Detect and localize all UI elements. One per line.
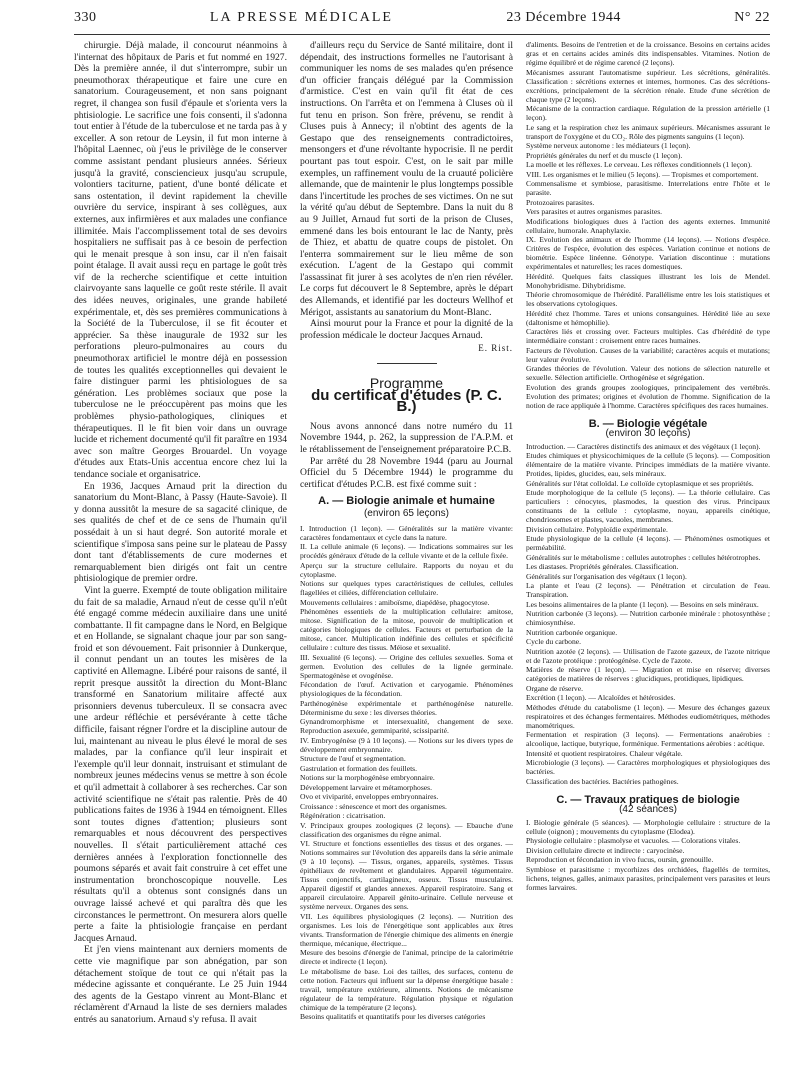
list-item: Matières de réserve (1 leçon). — Migration et mise en réserve; diverses catégories de matières de réserves : glucidiques, protidiques, lipidiques. (526, 665, 770, 683)
section-c-list (526, 818, 770, 892)
list-item: IX. Evolution des animaux et de l'homme (14 leçons). — Notions d'espèce. Critères de l'espèce, évolution des espèces. Variation continue et notions de biométrie. Espèce linéenne. Génotype. Variation discontinue : mutations expérimentales et naturelles; les races domestiques. (526, 235, 770, 271)
list-item: Organe de réserve. (526, 683, 583, 693)
list-item: Reproduction et fécondation in vivo fucus, oursin, grenouille. (526, 855, 714, 864)
list-item: Symbiose et parasitisme : mycorhizes des orchidées, flagellés de termites, lichens, teignes, galles, animaux parasites, principalement vers parasites et leurs formes larvaires. (526, 864, 770, 892)
paragraph: En 1936, Jacques Arnaud prit la direction du sanatorium du Mont-Blanc, à Passy (Haute-Savoie). Il y donna aussitôt la mesure de sa sagacité clinique, de ses qualités de chef et de ce sens de l'humain qu'il possédait à un si haut degré. Son autorité morale et scientifique s'imposa sans peine sur le plateau de Passy dont tant d'établissements de cure modernes et remarquablement bien dirigés ont fait un centre phtisiologique de premier ordre. (74, 480, 287, 585)
list-item: Nutrition carbonée (3 leçons). — Nutrition carbonée minérale : photosynthèse ; chimiosynthèse. (526, 609, 770, 627)
paragraph: Par arrêté du 28 Novembre 1944 (paru au Journal Officiel du 5 Décembre 1944) le programme du certificat d'études P.C.B. est fixé comme suit : (300, 455, 513, 490)
list-item: Croissance : sénescence et mort des organismes. (300, 801, 447, 811)
section-c-title: C. — Travaux pratiques de biologie (556, 793, 740, 806)
list-item: Ovo et viviparité, enveloppes embryonnaires. (300, 792, 439, 802)
list-item: II. La cellule animale (6 leçons). — Indications sommaires sur les procédés généraux d'étude de la cellule vivante et de la cellule fixée. (300, 542, 513, 561)
section-a-list (300, 524, 513, 1022)
list-item: La moelle et les réflexes. Le cerveau. Les réflexes conditionnels (1 leçon). (526, 160, 753, 169)
list-item: Généralités sur l'état colloïdal. Le colloïde cytoplasmique et ses propriétés. (526, 478, 754, 488)
list-item: Introduction. — Caractères distinctifs des animaux et des végétaux (1 leçon). (526, 441, 761, 451)
list-item: Division cellulaire. Polyploïdie expérimentale. (526, 524, 668, 534)
list-item: Facteurs de l'évolution. Causes de la variabilité; caractères acquis et mutations; leur valeur évolutive. (526, 345, 770, 364)
list-item: Mesure des besoins d'énergie de l'animal, principe de la calorimétrie directe et indirecte (1 leçon). (300, 948, 513, 967)
list-item: Physiologie cellulaire : plasmolyse et vacuoles. — Colorations vitales. (526, 836, 741, 845)
list-item: Commensalisme et symbiose, parasitisme. Interrelations entre l'hôte et le parasite. (526, 179, 770, 197)
list-item: Parthénogénèse expérimentale et parthénogénèse naturelle. Déterminisme du sexe : les diverses théories. (300, 698, 513, 717)
list-item: Aperçu sur la structure cellulaire. Rapports du noyau et du cytoplasme. (300, 560, 513, 579)
list-item: Propriétés générales du nerf et du muscle (1 leçon). (526, 150, 683, 160)
list-item: Notions sur quelques types caractéristiques de cellules, cellules flagellées et ciliées, différenciation cellulaire. (300, 579, 513, 598)
list-item: VIII. Les organismes et le milieu (5 leçons). — Tropismes et comportement. (526, 169, 759, 179)
section-c-subtitle: (42 séances) (619, 803, 677, 815)
list-item: Mécanismes assurant l'automatisme supérieur. Les sécrétions, généralités. Classification : sécrétions externes et internes, hormones. Cas des sécrétions-excrétions, principalement de la sécrétion rénale. Etude d'une sécrétion de chaque type (2 leçons). (526, 67, 770, 104)
header-rule (74, 34, 770, 35)
list-item: Généralités sur l'organisation des végétaux (1 leçon). (526, 571, 687, 581)
list-item: Cycle du carbone. (526, 637, 582, 646)
paragraph: Vint la guerre. Exempté de toute obligation militaire du fait de sa maladie, Arnaud n'eut de cesse qu'il n'eût été engagé comme médecin auxiliaire dans une unité combattante. Il fit campagne dans le Nord, en Belgique et en Hollande, se signalant chaque jour par son sang-froid et son dévouement. Fait prisonnier à Dunkerque, il connut pendant un an toutes les misères de la captivité en Allemagne. Libéré pour raisons de santé, il reprit presque aussitôt la direction du Mont-Blanc transformé en Sanatorium militaire affecté aux prisonniers devenus tuberculeux. Il se consacra avec une ardeur réfléchie et persévérante à cette tâche difficile, faisant régner l'ordre et la discipline autour de lui, maintenant au niveau le plus élevé le moral de ses malades, par la confiance qu'il leur inspirait et l'exemple qu'il leur donnait, instruisant et stimulant de nombreux jeunes médecins venus se mettre à son école et qu'il admettait à collaborer à ses recherches. Car son activité scientifique ne s'était pas ralentie. Près de 40 publications faites de 1936 à 1944 en témoignent. Elles sont toutes dignes d'attention; plusieurs sont remarquables et nous découvrent des perspectives nouvelles. Il s'était particulièrement attaché ces dernières années à l'exploration fonctionnelle des poumons séparés et avait fait construire à cet effet une instrumentation bronchoscopique nouvelle. Les résultats qu'il a obtenus sont consignés dans un ouvrage laissé achevé et qui paraîtra dès que les circonstances le permettront. On mesurera alors quelle perte a faite la phtisiologie française en perdant Jacques Arnaud. (74, 584, 287, 944)
list-item: Vers parasites et autres organismes parasites. (526, 207, 663, 216)
author-signature: E. Rist. (478, 343, 513, 354)
list-item: Gynandromorphisme et intersexualité, changement de sexe. Reproduction asexuée, gemmiparité, scissiparité. (300, 717, 513, 736)
column-1 (74, 40, 287, 1070)
list-item: Théorie chromosomique de l'hérédité. Parallélisme entre les lois statistiques et les observations cytologiques. (526, 290, 770, 308)
paragraph: Nous avons annoncé dans notre numéro du 11 Novembre 1944, p. 262, la suppression de l'A.P.M. et le rétablissement de l'enseignement préparatoire P.C.B. (300, 420, 513, 455)
list-item: Les diastases. Propriétés générales. Classification. (526, 562, 679, 571)
list-item: Besoins qualitatifs et quantitatifs pour les diverses catégories (300, 1012, 486, 1022)
list-item: Modifications biologiques dues à l'action des agents externes. Immunité cellulaire, humorale. Anaphylaxie. (526, 216, 770, 235)
list-item: Nutrition carbonée organique. (526, 627, 618, 637)
list-item: Division cellulaire directe et indirecte : caryocinèse. (526, 845, 685, 855)
list-item: Evolution des grands groupes zoologiques, principalement des vertébrés. Evolution des primates; origines et évolution de l'homme. Signification de la notion de race appliquée à l'homme. Caractères spécifiques des races humaines. (526, 382, 770, 410)
programme-subtitle: du certificat d'études (P. C. B.) (311, 386, 502, 416)
list-item: Généralités sur le métabolisme : cellules autotrophes : cellules hétérotrophes. (526, 552, 761, 562)
paragraph: Ainsi mourut pour la France et pour la dignité de la profession médicale le docteur Jacques Arnaud. (300, 318, 513, 341)
section-a-subtitle: (environ 65 leçons) (363, 507, 450, 519)
issue-date: 23 Décembre 1944 (506, 10, 621, 25)
list-item: VII. Les équilibres physiologiques (2 leçons). — Nutrition des organismes. Les lois de l'énergétique sont applicables aux êtres vivants. Transformation de l'énergie chimique des aliments en énergie thermique, mécanique, électrique... (300, 911, 513, 948)
list-item: Fécondation de l'œuf. Activation et caryogamie. Phénomènes physiologiques de la fécondation. (300, 680, 513, 699)
list-item: Classification des bactéries. Bactéries pathogènes. (526, 776, 679, 786)
list-item: I. Biologie générale (5 séances). — Morphologie cellulaire : structure de la cellule (oignon) ; mouvements du cytoplasme (Elodea). (526, 817, 770, 836)
list-item: V. Principaux groupes zoologiques (2 leçons). — Ebauche d'une classification des organismes du règne animal. (300, 820, 513, 839)
list-item: Intensité et quotient respiratoires. Chaleur végétale. (526, 748, 683, 758)
list-item: Mécanisme de la contraction cardiaque. Régulation de la pression artérielle (1 leçon). (526, 104, 770, 122)
publication-title: LA PRESSE MÉDICALE (209, 10, 393, 25)
programme-title: Programme (369, 375, 444, 392)
section-b-title: B. — Biologie végétale (588, 417, 708, 430)
list-item: Structure de l'œuf et segmentation. (300, 754, 406, 764)
section-a-title: A. — Biologie animale et humaine (318, 495, 495, 508)
list-item: Caractères liés et crossing over. Facteurs multiples. Cas d'hérédité de type intermédiaire constant : croisement entre races humaines. (526, 327, 770, 345)
list-item: IV. Embryogénèse (9 à 10 leçons). — Notions sur les divers types de développement embryonnaire. (300, 735, 513, 754)
list-item: Nutrition azotée (2 leçons). — Utilisation de l'azote gazeux, de l'azote nitrique et de l'azote protéique : protéogénèse. Cycle de l'azote. (526, 646, 770, 665)
list-item: Développement larvaire et métamorphoses. (300, 782, 432, 792)
list-item: VI. Structure et fonctions essentielles des tissus et des organes. — Notions sommaires sur l'évolution des appareils dans la série animale (9 à 10 leçons). — Tissus, organes, appareils, systèmes. Tissus épithéliaux de revêtement et glandulaires. Appareil tégumentaire. Tissus conjonctifs, cartilagineux, osseux. Tissus musculaires. Appareil digestif et glandes annexes. Appareil respiratoire. Sang et appareil circulatoire. Appareil génito-urinaire. Cellule nerveuse et système nerveux. Organes des sens. (300, 839, 513, 912)
list-item: Régénération : cicatrisation. (300, 811, 386, 821)
list-item: Fermentation et respiration (3 leçons). — Fermentations anaérobies : alcoolique, lactique, butyrique, forménique. Fermentations aérobies : acétique. (526, 730, 770, 748)
page-number: 330 (74, 10, 97, 25)
page-header (74, 10, 770, 32)
list-item: Mouvements cellulaires : amiboïsme, diapédèse, phagocytose. (300, 597, 490, 607)
column-2 (300, 40, 513, 1070)
list-item: Gastrulation et formation des feuillets. (300, 763, 418, 773)
list-item: Hérédité. Quelques faits classiques illustrant les lois de Mendel. Monohybridisme. Dihybridisme. (526, 271, 770, 290)
list-item: Notions sur la morphogénèse embryonnaire. (300, 773, 435, 783)
paragraph: chirurgie. Déjà malade, il concourut néanmoins à l'internat des hôpitaux de Paris et fut nommé en 1927. Dès la première année, il dut s'interrompre, subir un pneumothorax thérapeutique et faire une cure en sanatorium. Courageusement, et non sans poignant regret, il changea son fusil d'épaule et s'orienta vers la phtisiologie. Le sacrifice une fois consenti, il s'adonna tout entier à l'étude de la tuberculose et ne tarda pas à y exceller. A son retour de Leysin, il fut mon interne à l'hôpital Laennec, où j'eus le privilège de le conserver comme assistant pendant plusieurs années. Sérieux jusqu'à la gravité, consciencieux jusqu'au scrupule, volontiers taciturne, patient, d'une bonté délicate et sans ostentation, il devint rapidement la cheville ouvrière du service, inspirant à ses collègues, aux externes, aux infirmières et aux malades une confiance illimitée. Mais l'accomplissement total de ses devoirs hospitaliers ne suffisait pas à ce besoin de perfection qui le menait presque à son insu, car il n'en faisait point étalage. Il avait aussi reçu en partage le goût très vif de la recherche scientifique et cette intuition clairvoyante sans laquelle ce goût reste stérile. Il avait des idées neuves, originales, une grande habileté expérimentale, et, dès ses premières communications à la Société de la Tuberculose, il se fit écouter et apprécier. Sa thèse inaugurale de 1932 sur les perforations pleuro-pulmonaires au cours du pneumothorax artificiel le montre déjà en possession de toutes les qualités exceptionnelles qui devaient le faire distinguer parmi les phtisiologues de sa génération. Les problèmes sociaux que pose la tuberculose ne le préoccupèrent pas moins que les problèmes physio-pathologiques, cliniques et thérapeutiques. Il le fit bien voir dans un ouvrage lucide et richement documenté qu'il fit paraître en 1934 avec son maître Georges Brouardel. Un voyage d'études aux Etats-Unis accentua encore chez lui la tendance sociale et organisatrice. (74, 40, 287, 480)
section-b-list (526, 442, 770, 786)
list-item: Hérédité chez l'homme. Tares et unions consanguines. Hérédité liée au sexe (daltonisme et hémophilie). (526, 308, 770, 327)
list-item: III. Sexualité (6 leçons). — Origine des cellules sexuelles. Soma et germen. Evolution des cellules de la lignée germinale. Spermatogénèse et ovogénèse. (300, 652, 513, 680)
list-item: Etudes chimiques et physicochimiques de la cellule (5 leçons). — Composition élémentaire de la matière vivante. Principes immédiats de la matière vivante. Protides, lipides, glucides, eau, sels minéraux. (526, 451, 770, 478)
list-item: Protozoaires parasites. (526, 197, 595, 207)
list-item: d'aliments. Besoins de l'entretien et de la croissance. Besoins en certains acides gras et en certains acides aminés dits indispensables. Vitamines. Notion de régime équilibré et de régime carencé (2 leçons). (526, 40, 770, 67)
list-item: Grandes théories de l'évolution. Valeur des notions de sélection naturelle et sexuelle. Sélection artificielle. Orthogénèse et ségrégation. (526, 364, 770, 382)
list-item: Microbiologie (3 leçons). — Caractères morphologiques et physiologiques des bactéries. (526, 758, 770, 776)
list-item: Les besoins alimentaires de la plante (1 leçon). — Besoins en sels minéraux. (526, 599, 759, 609)
list-item: Le métabolisme de base. Loi des tailles, des surfaces, contenu de cette notion. Facteurs qui influent sur la dépense énergétique basale : travail, température extérieure, aliments. Notions de mécanisme régulateur de la température. Régulation physique et régulation chimique de la température (2 leçons). (300, 966, 513, 1012)
section-a-continued (526, 40, 770, 410)
separator-rule (377, 363, 437, 364)
list-item: Etude physiologique de la cellule (4 leçons). — Phénomènes osmotiques et perméabilité. (526, 534, 770, 552)
list-item: Phénomènes essentiels de la multiplication cellulaire: amitose, mitose. Signification de la mitose, pouvoir de multiplication et catégories biologiques de cellules. Facteurs et perturbation de la mitose, cancer. Multiplication indéfinie des cellules et spécificité cellulaire : culture des tissus. Méiose et sexualité. (300, 607, 513, 653)
paragraph: d'ailleurs reçu du Service de Santé militaire, dont il dépendait, des instructions formelles ne l'autorisant à communiquer les noms de ses malades qu'en présence d'un officier français délégué par la Commission d'armistice. C'est en vain qu'il fit état de ces instructions. On l'arrêta et on l'emmena à Cluses où il fut tenu en prison. Son frère, prévenu, se rendit à Cluses puis à Annecy; il n'obtint des agents de la Gestapo que des renseignements contradictoires, mensongers et d'une révoltante hypocrisie. Il ne perdit pourtant pas tout espoir. C'est, on le sait par mille exemples, un raffinement voulu de la cruauté policière allemande, que de maintenir le plus longtemps possible dans l'incertitude les proches de ses victimes. On ne sut la vérité qu'au début de Septembre. Dans la nuit du 8 au 9 Juillet, Arnaud fut sorti de la prison de Cluses, emmené dans les bois entourant le lac de Nanty, près de Thiez, et abattu de quatre coups de pistolet. On l'enterra sommairement sur le lieu même de son exécution. L'agent de la Gestapo qui commit l'assassinat fit jurer à ses acolytes de n'en rien révéler. Le corps fut découvert le 8 Septembre, après le départ des Allemands, et identifié par les docteurs Wellhof et Mérigot, assistants au sanatorium du Mont-Blanc. (300, 40, 513, 318)
list-item: Système nerveux autonome : les médiateurs (1 leçon). (526, 141, 691, 150)
list-item: La plante et l'eau (2 leçons). — Pénétration et circulation de l'eau. Transpiration. (526, 581, 770, 599)
list-item: Excrétion (1 leçon). — Alcaloïdes et hétérosides. (526, 693, 676, 702)
column-3 (526, 40, 770, 1070)
list-item: I. Introduction (1 leçon). — Généralités sur la matière vivante: caractères fondamentaux et cycle dans la nature. (300, 523, 513, 542)
list-item: Etude morphologique de la cellule (5 leçons). — La théorie cellulaire. Cas particuliers : cénocytes, plasmodes, la question des virus. Principaux constituants de la cellule : cytoplasme, noyau, appareils cinétique, chondriosomes et plastes, vacuoles, membranes. (526, 488, 770, 524)
list-item: Le sang et la respiration chez les animaux supérieurs. Mécanismes assurant le transport de l'oxygène et du CO₂. Rôle des pigments sanguins (1 leçon). (526, 122, 770, 141)
section-b-subtitle: (environ 30 leçons) (605, 427, 691, 439)
issue-number: N° 22 (734, 10, 770, 25)
list-item: Méthodes d'étude du catabolisme (1 leçon). — Mesure des échanges gazeux respiratoires et des échanges fermentaires. Méthodes eudiométriques, méthodes manométriques. (526, 702, 770, 730)
paragraph: Et j'en viens maintenant aux derniers moments de cette vie magnifique par son abnégation, par son détachement stoïque de tout ce qui n'était pas la médecine agissante et conquérante. Le 25 Juin 1944 des agents de la Gestapo vinrent au Mont-Blanc et réclamèrent d'Arnaud la liste de ses derniers malades entrés au sanatorium. Arnaud s'y refusa. Il avait (74, 944, 287, 1025)
